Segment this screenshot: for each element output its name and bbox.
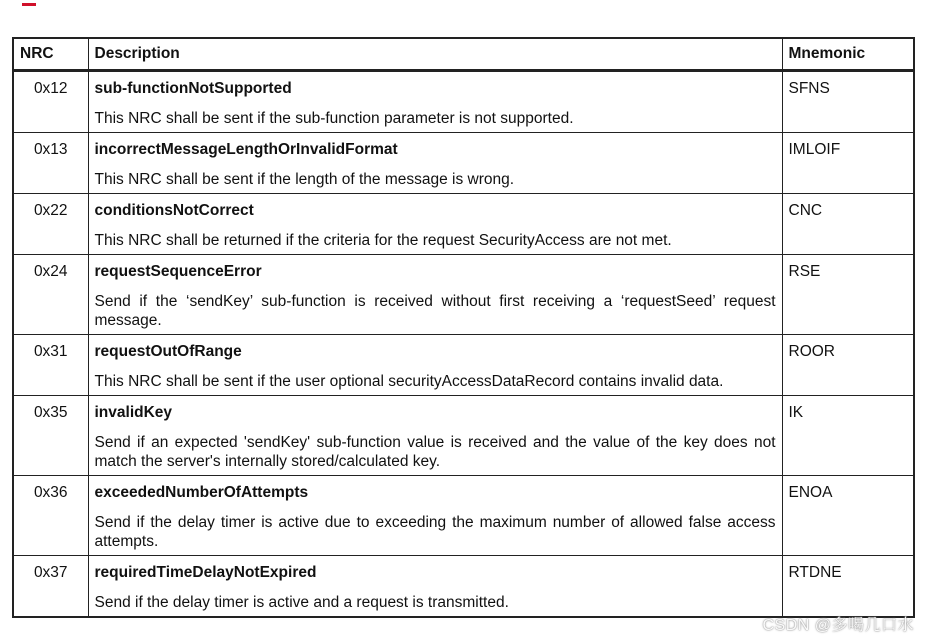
nrc-code: 0x36 [13, 476, 88, 556]
table-row [13, 396, 914, 476]
nrc-description: This NRC shall be sent if the user optional securityAccessDataRecord contains invalid data. [94, 373, 724, 390]
table-header-row [13, 38, 914, 71]
table-row [13, 133, 914, 194]
description-cell [88, 335, 782, 396]
nrc-name: conditionsNotCorrect [94, 202, 254, 219]
header-nrc: NRC [13, 38, 88, 71]
nrc-description: This NRC shall be sent if the length of the message is wrong. [94, 171, 515, 188]
nrc-code: 0x12 [13, 71, 88, 133]
mnemonic: SFNS [782, 71, 914, 133]
mnemonic: IMLOIF [782, 133, 914, 194]
table-row [13, 194, 914, 255]
watermark: CSDN @多喝几口水 [762, 617, 914, 634]
nrc-code: 0x35 [13, 396, 88, 476]
description-cell [88, 194, 782, 255]
nrc-name: sub-functionNotSupported [94, 80, 292, 97]
table-row [13, 476, 914, 556]
nrc-code: 0x13 [13, 133, 88, 194]
table-row [13, 335, 914, 396]
table-row [13, 556, 914, 618]
nrc-name: requiredTimeDelayNotExpired [94, 564, 317, 581]
header-mnemonic: Mnemonic [782, 38, 914, 71]
nrc-table [12, 37, 915, 618]
description-cell [88, 255, 782, 335]
table-row [13, 255, 914, 335]
header-description: Description [88, 38, 782, 71]
nrc-description: Send if the delay timer is active and a request is transmitted. [94, 594, 509, 611]
nrc-description: Send if the ‘sendKey’ sub-function is received without first receiving a ‘requestSeed’ request message. [94, 293, 776, 329]
mnemonic: ROOR [782, 335, 914, 396]
nrc-code: 0x31 [13, 335, 88, 396]
mnemonic: CNC [782, 194, 914, 255]
nrc-name: requestSequenceError [94, 263, 262, 280]
nrc-name: incorrectMessageLengthOrInvalidFormat [94, 141, 398, 158]
mnemonic: RTDNE [782, 556, 914, 618]
nrc-description: Send if the delay timer is active due to exceeding the maximum number of allowed false access attempts. [94, 514, 776, 550]
accent-mark [22, 0, 36, 6]
nrc-name: requestOutOfRange [94, 343, 242, 360]
nrc-description: Send if an expected 'sendKey' sub-function value is received and the value of the key does not match the server's internally stored/calculated key. [94, 434, 776, 470]
nrc-description: This NRC shall be returned if the criteria for the request SecurityAccess are not met. [94, 232, 672, 249]
nrc-description: This NRC shall be sent if the sub-function parameter is not supported. [94, 110, 574, 127]
nrc-code: 0x22 [13, 194, 88, 255]
description-cell [88, 556, 782, 618]
nrc-name: exceededNumberOfAttempts [94, 484, 309, 501]
description-cell [88, 396, 782, 476]
description-cell [88, 71, 782, 133]
table-row [13, 71, 914, 133]
mnemonic: IK [782, 396, 914, 476]
nrc-name: invalidKey [94, 404, 173, 421]
description-cell [88, 476, 782, 556]
mnemonic: ENOA [782, 476, 914, 556]
description-cell [88, 133, 782, 194]
nrc-code: 0x24 [13, 255, 88, 335]
nrc-code: 0x37 [13, 556, 88, 618]
mnemonic: RSE [782, 255, 914, 335]
